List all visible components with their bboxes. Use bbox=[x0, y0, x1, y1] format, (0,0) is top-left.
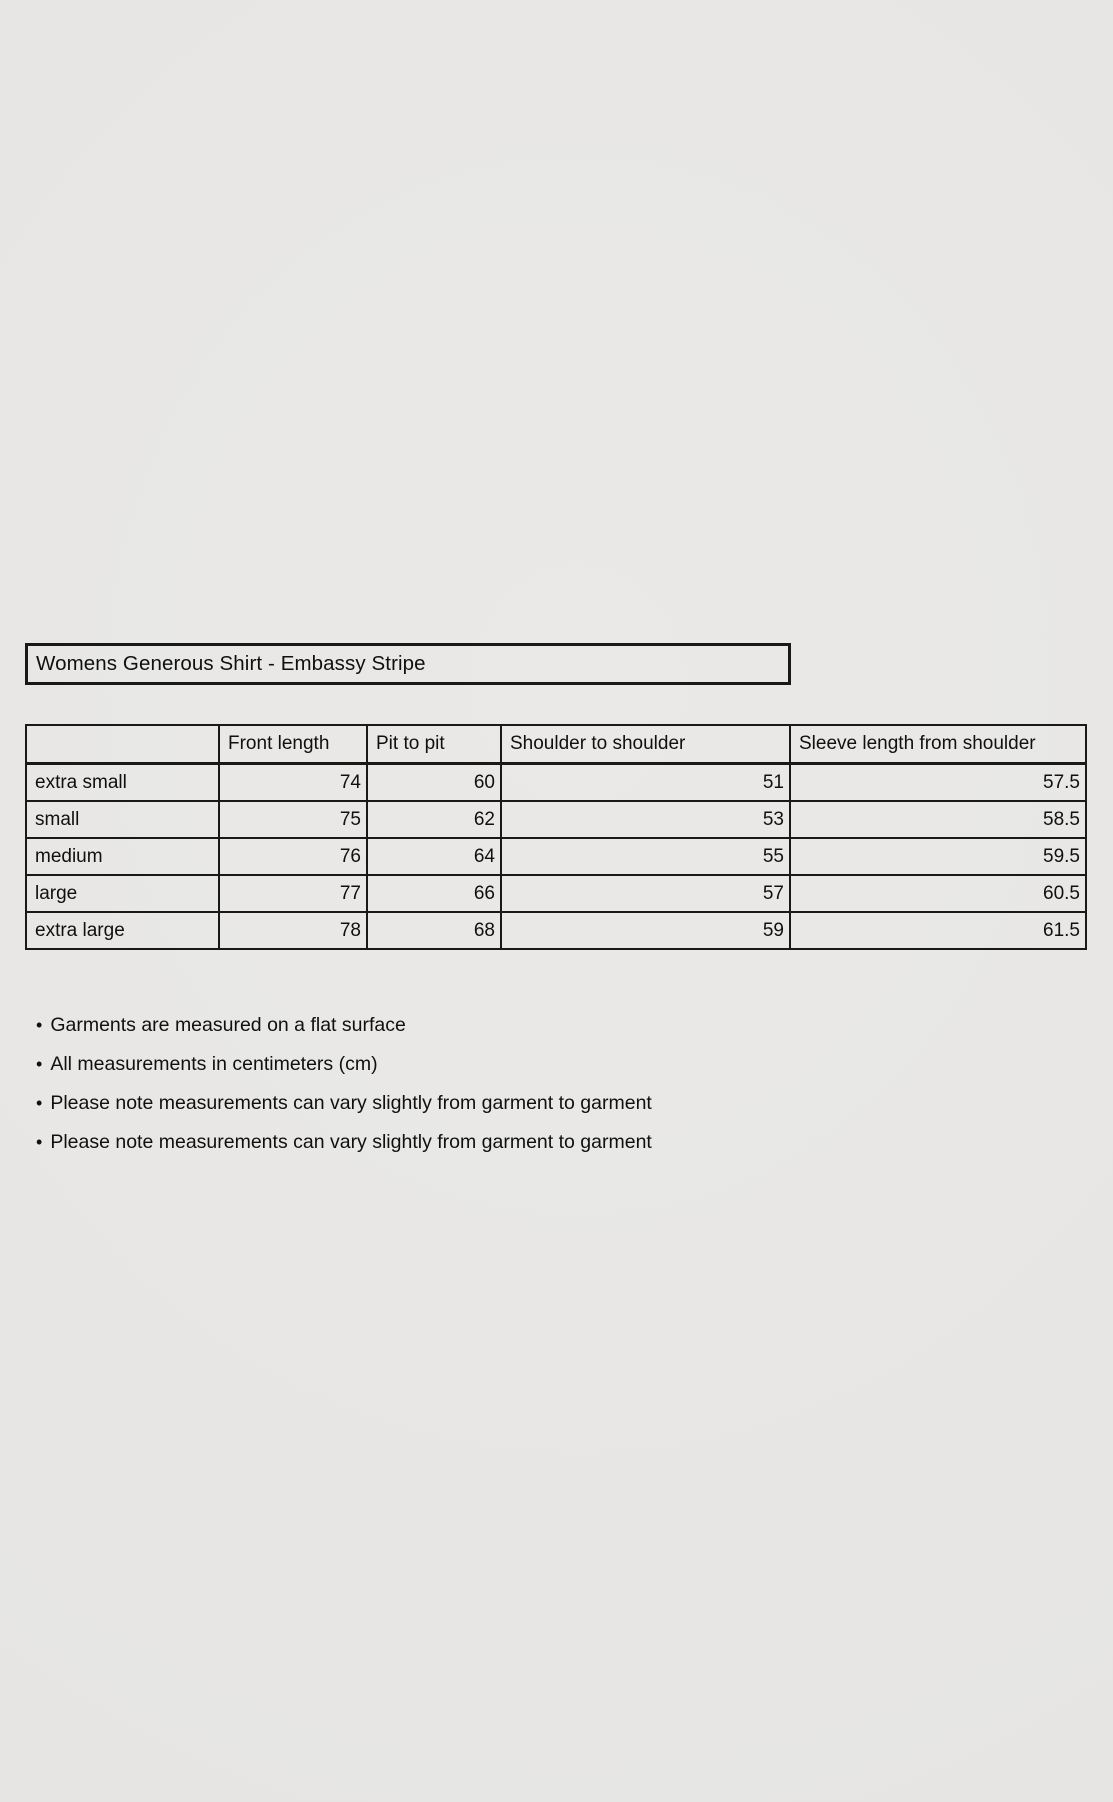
measurement-cell: 55 bbox=[501, 838, 790, 875]
note-item bbox=[36, 1123, 652, 1162]
measurement-cell: 75 bbox=[219, 801, 367, 838]
measurement-cell: 66 bbox=[367, 875, 501, 912]
measurement-cell: 57.5 bbox=[790, 764, 1086, 802]
measurement-cell: 68 bbox=[367, 912, 501, 949]
table-header-row bbox=[26, 725, 1086, 764]
note-item bbox=[36, 1084, 652, 1123]
measurement-cell: 59.5 bbox=[790, 838, 1086, 875]
measurement-cell: 59 bbox=[501, 912, 790, 949]
measurement-cell: 57 bbox=[501, 875, 790, 912]
measurement-cell: 53 bbox=[501, 801, 790, 838]
measurement-cell: 76 bbox=[219, 838, 367, 875]
size-cell: small bbox=[26, 801, 219, 838]
product-title-box bbox=[25, 643, 791, 685]
measurement-cell: 64 bbox=[367, 838, 501, 875]
column-header-pit-to-pit: Pit to pit bbox=[367, 725, 501, 764]
measurement-cell: 60 bbox=[367, 764, 501, 802]
notes-list bbox=[36, 1006, 652, 1162]
size-cell: medium bbox=[26, 838, 219, 875]
column-header-shoulder-to-shoulder: Shoulder to shoulder bbox=[501, 725, 790, 764]
bullet-icon: • bbox=[36, 1015, 43, 1035]
measurement-cell: 58.5 bbox=[790, 801, 1086, 838]
size-cell: extra small bbox=[26, 764, 219, 802]
product-title: Womens Generous Shirt - Embassy Stripe bbox=[36, 652, 426, 675]
column-header-sleeve-length: Sleeve length from shoulder bbox=[790, 725, 1086, 764]
size-cell: extra large bbox=[26, 912, 219, 949]
bullet-icon: • bbox=[36, 1054, 43, 1074]
table-row bbox=[26, 912, 1086, 949]
note-text: Please note measurements can vary slightly from garment to garment bbox=[50, 1131, 652, 1153]
column-header-front-length: Front length bbox=[219, 725, 367, 764]
measurement-cell: 62 bbox=[367, 801, 501, 838]
table-row bbox=[26, 875, 1086, 912]
measurement-cell: 61.5 bbox=[790, 912, 1086, 949]
note-item bbox=[36, 1045, 652, 1084]
measurement-cell: 78 bbox=[219, 912, 367, 949]
bullet-icon: • bbox=[36, 1132, 43, 1152]
table-row bbox=[26, 764, 1086, 802]
note-text: All measurements in centimeters (cm) bbox=[50, 1053, 378, 1075]
note-text: Garments are measured on a flat surface bbox=[50, 1014, 406, 1036]
bullet-icon: • bbox=[36, 1093, 43, 1113]
measurement-cell: 77 bbox=[219, 875, 367, 912]
size-cell: large bbox=[26, 875, 219, 912]
measurement-cell: 74 bbox=[219, 764, 367, 802]
measurement-cell: 60.5 bbox=[790, 875, 1086, 912]
table-row bbox=[26, 838, 1086, 875]
note-text: Please note measurements can vary slightly from garment to garment bbox=[50, 1092, 652, 1114]
size-column-header bbox=[26, 725, 219, 764]
note-item bbox=[36, 1006, 652, 1045]
table-row bbox=[26, 801, 1086, 838]
measurement-cell: 51 bbox=[501, 764, 790, 802]
size-table bbox=[25, 724, 1087, 950]
